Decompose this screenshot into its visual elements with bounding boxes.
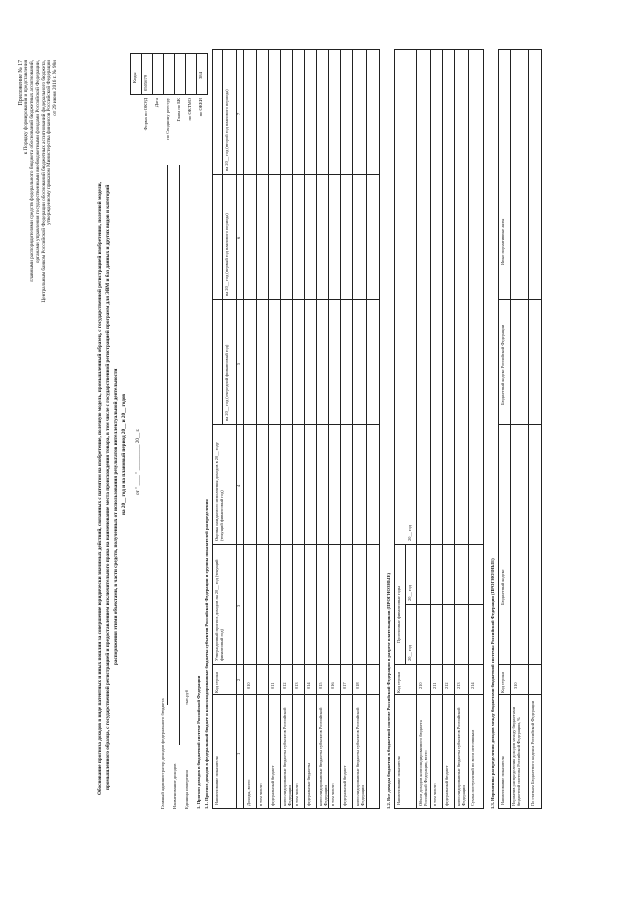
- col-header: Код строки: [500, 672, 505, 693]
- row-label: консолидированные бюджеты субъектов Российской Федерации: [282, 707, 292, 806]
- row-label: консолидированные бюджеты субъектов Российской Федерации: [355, 707, 365, 806]
- row-label: Объем доходов консолидированного бюджета Российской Федерации, всего: [418, 720, 428, 806]
- form-date: от " ____ " __________ 20__ г.: [135, 428, 141, 495]
- col-header: Наименование показателя: [214, 756, 219, 805]
- codes-label: Форма по ОКУД: [143, 98, 148, 131]
- row-code: 011: [270, 682, 275, 689]
- col-header: Утвержденный прогноз доходов на 20__ год (текущий финансовый год): [214, 559, 224, 661]
- codes-value: 0505679: [143, 74, 148, 91]
- col-header: 20__ год: [407, 525, 412, 541]
- form-title-cont: промышленного образца, с государственной регистрацией и предоставлением исключительного права на наименование места происхождения товара, в том числе с государственной регистрацией программ для ЭВМ и баз данных и других видов и категорий: [105, 184, 111, 790]
- row-label: Доходы, всего: [246, 779, 251, 806]
- row-code: 015: [318, 682, 323, 689]
- unit-label: Единица измерения: [184, 770, 189, 809]
- col-header: Бюджетный кодекс: [500, 569, 505, 605]
- row-label: федеральный бюджет: [342, 765, 347, 806]
- row-label: в том числе:: [432, 783, 437, 806]
- name-label: Наименование доходов: [172, 763, 177, 809]
- col-header: 20__ год: [407, 585, 412, 601]
- col-group-header: Прогнозные финансовые годы: [396, 586, 401, 643]
- row-label: федеральные бюджеты: [306, 763, 311, 806]
- admin-label: Главный администратор доходов федерального бюджета: [160, 698, 165, 809]
- codes-label: Глава по БК: [176, 98, 181, 122]
- row-label: консолидированные бюджеты субъектов Российской Федерации: [318, 707, 328, 806]
- row-label: в том числе:: [294, 783, 299, 806]
- col-header: на 20__ год (второй год планового периода): [224, 89, 229, 171]
- col-header: Иные нормативные акты: [500, 218, 505, 265]
- col-header: Наименование показателя: [396, 756, 401, 805]
- codes-label: по Сводному реестру: [165, 98, 170, 140]
- header-line: Центральным банком Российской Федерации обоснований бюджетных ассигнований федерального бюджета,: [40, 60, 47, 303]
- row-code: 211: [432, 682, 437, 689]
- codes-label: Дата: [154, 98, 159, 108]
- header-line: главными распорядителями средств федерального бюджета обоснований бюджетных ассигнований,: [29, 60, 36, 282]
- col-header: Оценка ожидаемого исполнения доходов в 20__ году (текущий финансовый год): [214, 442, 224, 541]
- table2: [394, 49, 484, 809]
- row-label: По статьям Бюджетного кодекса Российской Федерации: [530, 701, 535, 806]
- row-label: в том числе:: [330, 783, 335, 806]
- form-title-cont2: распоряжения этими объектами, в части средств, полученных от использования результатов интеллектуальной деятельности: [113, 368, 119, 665]
- row-code: 018: [355, 682, 360, 689]
- row-code: 310: [513, 682, 518, 689]
- codes-value: 384: [198, 72, 203, 79]
- col-number: 4: [236, 484, 241, 487]
- appendix-number: Приложение № 17: [18, 60, 24, 106]
- codes-header: Коды: [132, 72, 137, 83]
- row-code: 012: [282, 682, 287, 689]
- header-line: к Порядку формирования и представления: [23, 60, 30, 155]
- section13-title: 1.3. Нормативы распределения доходов между бюджетами бюджетной системы Российской Федерации (ПРОГНОЗНЫЕ): [490, 558, 495, 809]
- col-header: Бюджетный кодекс Российской Федерации: [500, 324, 505, 405]
- row-code: 016: [330, 682, 335, 689]
- row-code: 014: [306, 682, 311, 689]
- unit-value: тыс.руб: [184, 689, 189, 705]
- section1-title: 1. Прогноз доходов в бюджетной системе Российской Федерации: [196, 675, 201, 809]
- col-number: 1: [236, 752, 241, 755]
- col-header: Наименование показателя: [500, 756, 505, 805]
- row-label: федеральный бюджет: [444, 765, 449, 806]
- row-code: 210: [418, 682, 423, 689]
- col-number: 7: [236, 112, 241, 115]
- col-header: Код строки: [396, 672, 401, 693]
- row-code: 213: [456, 682, 461, 689]
- row-label: консолидированные бюджеты субъектов Российской Федерации: [456, 707, 466, 806]
- row-code: 214: [470, 682, 475, 689]
- row-label: в том числе:: [258, 783, 263, 806]
- codes-label: по ОКЕИ: [198, 98, 203, 117]
- col-number: 5: [236, 362, 241, 365]
- col-number: 2: [236, 678, 241, 681]
- header-line: от 29 июня 2016 г. № 98н: [51, 60, 58, 116]
- form-period: на 20__ год и на плановый период 20__ и 20__ годов: [121, 393, 127, 515]
- row-label: Норматив распределения доходов между бюджетами бюджетной системы Российской Федерации, %: [511, 707, 521, 806]
- header-line: органами управления государственными внебюджетными фондами Российской Федерации,: [34, 60, 41, 264]
- col-header: 20__ год: [407, 645, 412, 661]
- row-code: 013: [294, 682, 299, 689]
- row-label: Сумма поступлений по всем источникам: [470, 729, 475, 806]
- row-code: 017: [342, 682, 347, 689]
- table1: [212, 49, 380, 809]
- row-code: 212: [444, 682, 449, 689]
- appendix-block: [18, 60, 59, 302]
- col-header: на 20__ год (первый год планового периода): [224, 213, 229, 296]
- section11-title: 1.1. Прогноз доходов в федеральный бюджет и консолидированные бюджеты субъектов Российской Федерации и группы показателей распределения: [204, 499, 209, 809]
- col-header: на 20__ год (очередной финансовый год): [224, 344, 229, 421]
- col-number: 3: [236, 604, 241, 607]
- col-header: Код строки: [214, 672, 219, 693]
- row-code: 010: [246, 682, 251, 689]
- header-line: утвержденному приказом Министерства финансов Российской Федерации: [46, 60, 53, 225]
- row-label: федеральный бюджет: [270, 765, 275, 806]
- section12-title: 1.2. Все доходы бюджетов в бюджетной системе Российской Федерации в разрезе плательщиков (ПРОГНОЗНЫЕ): [386, 572, 391, 809]
- col-number: 6: [236, 236, 241, 239]
- form-title: Обоснование прогноза доходов в виде патентных и иных пошлин за совершение юридически значимых действий, связанных с патентом на изобретение, полезную модель, промышленный образец, с государственной регистрацией изобретения, полезной модели,: [97, 182, 103, 795]
- table3: [498, 49, 542, 809]
- codes-label: по ОКТМО: [187, 98, 192, 121]
